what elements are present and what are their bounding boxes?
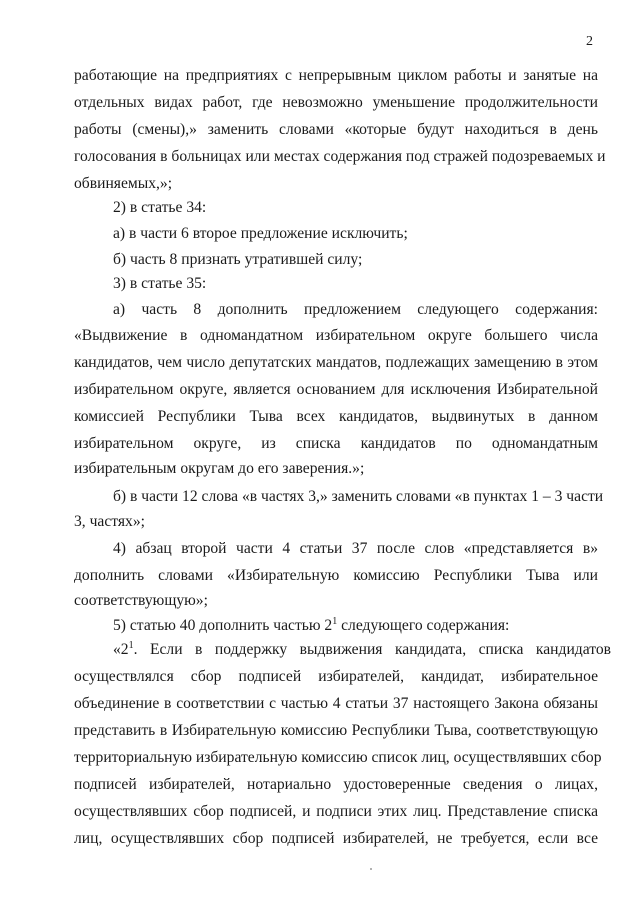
text-line: соответствующую»; bbox=[74, 592, 208, 609]
text-line: 3, частях»; bbox=[74, 513, 145, 530]
text-line: работы (смены),» заменить словами «которые будут находиться в день bbox=[74, 121, 598, 138]
list-item: б) в части 12 слова «в частях 3,» заменить словами «в пунктах 1 – 3 части bbox=[113, 488, 604, 505]
text-line: избирательным округам до его заверения.»; bbox=[74, 460, 365, 477]
text-line: избирательном округе, является основанием для исключения Избирательной bbox=[74, 381, 598, 398]
list-item: а) в части 6 второе предложение исключить; bbox=[113, 225, 408, 242]
text-segment: следующего содержания: bbox=[337, 617, 510, 634]
page-number: 2 bbox=[586, 34, 593, 49]
list-item bbox=[113, 616, 598, 636]
text-line: «Выдвижение в одномандатном избирательном округе большего числа bbox=[74, 327, 598, 344]
text-segment: 5) статью 40 дополнить частью 2 bbox=[113, 617, 333, 634]
text-line: территориальную избирательную комиссию список лиц, осуществлявших сбор bbox=[74, 749, 602, 766]
text-segment: «2 bbox=[113, 641, 129, 658]
text-segment: . Если в поддержку выдвижения кандидата, списка кандидатов bbox=[133, 641, 612, 658]
list-item bbox=[113, 640, 612, 660]
text-line: подписей избирателей, нотариально удостоверенные сведения о лицах, bbox=[74, 776, 598, 793]
text-line: отдельных видах работ, где невозможно уменьшение продолжительности bbox=[74, 94, 598, 111]
text-line: избирательном округе, из списка кандидатов по одномандатным bbox=[74, 435, 598, 452]
text-line: лиц, осуществлявших сбор подписей избирателей, не требуется, если все bbox=[74, 830, 598, 847]
scan-speck bbox=[370, 868, 372, 870]
list-item: б) часть 8 признать утратившей силу; bbox=[113, 251, 363, 268]
text-line: голосования в больницах или местах содержания под стражей подозреваемых и bbox=[74, 148, 606, 165]
list-item: 2) в статье 34: bbox=[113, 199, 207, 216]
text-line: осуществлялся сбор подписей избирателей, кандидат, избирательное bbox=[74, 668, 598, 685]
text-line: обвиняемых,»; bbox=[74, 175, 173, 192]
list-item: 3) в статье 35: bbox=[113, 275, 207, 292]
text-line: комиссией Республики Тыва всех кандидатов, выдвинутых в данном bbox=[74, 408, 598, 425]
text-line: дополнить словами «Избирательную комиссию Республики Тыва или bbox=[74, 567, 598, 584]
text-line: объединение в соответствии с частью 4 статьи 37 настоящего Закона обязаны bbox=[74, 695, 598, 712]
list-item: а) часть 8 дополнить предложением следующего содержания: bbox=[113, 301, 598, 318]
text-line: работающие на предприятиях с непрерывным циклом работы и занятые на bbox=[74, 67, 598, 84]
text-line: осуществлявших сбор подписей, и подписи этих лиц. Представление списка bbox=[74, 803, 598, 820]
list-item: 4) абзац второй части 4 статьи 37 после слов «представляется в» bbox=[113, 540, 598, 557]
superscript: 1 bbox=[128, 640, 134, 651]
text-line: представить в Избирательную комиссию Республики Тыва, соответствующую bbox=[74, 722, 598, 739]
text-line: кандидатов, чем число депутатских мандатов, подлежащих замещению в этом bbox=[74, 354, 598, 371]
superscript: 1 bbox=[332, 616, 338, 627]
